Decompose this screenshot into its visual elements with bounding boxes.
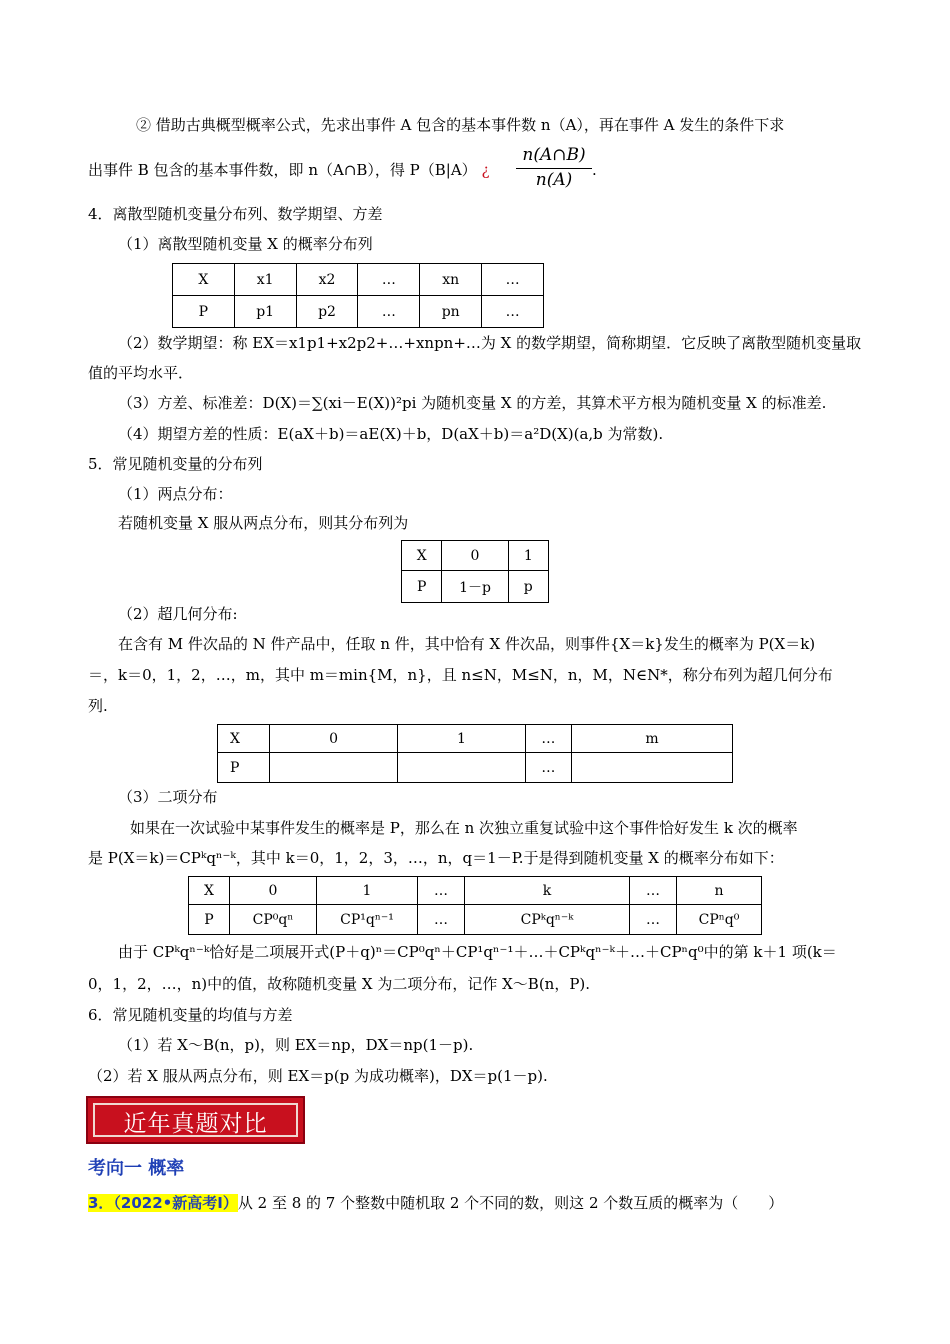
table-cell: m (571, 725, 732, 753)
subheading-5-1: （1）两点分布： (118, 485, 233, 503)
table-cell: … (525, 725, 571, 753)
section-heading: 考向一 概率 (88, 1158, 185, 1179)
table-cell: p1 (234, 296, 296, 328)
table-cell: … (482, 296, 544, 328)
table-cell: P (402, 571, 442, 603)
paragraph-binomial-line4: 0，1，2，…，n)中的值，故称随机变量 X 为二项分布，记作 X～B(n，P). (88, 975, 591, 993)
distribution-table-binomial (188, 876, 762, 935)
table-cell: … (418, 877, 465, 905)
table-cell (571, 753, 732, 783)
distribution-table-hypergeometric (217, 724, 733, 783)
question-3 (88, 1193, 783, 1213)
paragraph-mean-variance-2: （2）若 X 服从两点分布，则 EX＝p(p 为成功概率)，DX＝p(1－p). (88, 1067, 548, 1085)
distribution-table-two-point (401, 540, 549, 603)
heading-5: 5．常见随机变量的分布列 (88, 455, 263, 473)
subheading-5-2: （2）超几何分布: (118, 605, 238, 623)
table-cell: … (630, 905, 677, 935)
table-cell: pn (420, 296, 482, 328)
paragraph-expectation-line1: （2）数学期望：称 EX＝x1p1+x2p2+…+xnpn+…为 X 的数学期望，简称期望．它反映了离散型随机变量取 (118, 334, 862, 352)
question-text: 从 2 至 8 的 7 个整数中随机取 2 个不同的数，则这 2 个数互质的概率为（ ） (237, 1194, 784, 1212)
table-cell: 1 (508, 541, 548, 571)
table-cell: … (525, 753, 571, 783)
table-cell: x2 (296, 264, 358, 296)
heading-6: 6．常见随机变量的均值与方差 (88, 1006, 293, 1024)
table-cell: … (482, 264, 544, 296)
paragraph-hypergeometric-line3: 列. (88, 697, 108, 715)
table-cell: 1 (398, 725, 526, 753)
table-cell: xn (420, 264, 482, 296)
table-cell: X (173, 264, 235, 296)
table-cell: … (358, 296, 420, 328)
heading-4: 4．离散型随机变量分布列、数学期望、方差 (88, 205, 383, 223)
paragraph-two-point: 若随机变量 X 服从两点分布，则其分布列为 (118, 514, 409, 532)
table-cell: P (173, 296, 235, 328)
table-cell: P (189, 905, 230, 935)
table-cell (270, 753, 398, 783)
table-cell: 1 (317, 877, 418, 905)
paragraph-expectation-line2: 值的平均水平． (88, 364, 194, 382)
table-cell: X (402, 541, 442, 571)
table-cell: n (677, 877, 762, 905)
paragraph-hypergeometric-line2: ＝，k＝0，1，2，…，m，其中 m＝min{M，n}，且 n≤N，M≤N，n，M，N∈N*，称分布列为超几何分布 (88, 666, 833, 684)
section-banner (86, 1096, 305, 1144)
fraction-numerator: n(A∩B) (522, 145, 586, 165)
table-cell: p (508, 571, 548, 603)
table-cell: … (630, 877, 677, 905)
glyph-artifact: ¿ (481, 161, 490, 179)
table-cell: x1 (234, 264, 296, 296)
paragraph-binomial-line2: 是 P(X＝k)＝CPᵏqⁿ⁻ᵏ，其中 k＝0，1，2，3，…，n，q＝1－P.于是得到随机变量 X 的概率分布如下： (88, 849, 784, 867)
table-cell (398, 753, 526, 783)
table-cell: k (465, 877, 630, 905)
subheading-5-3: （3）二项分布 (118, 788, 218, 806)
paragraph-mean-variance-1: （1）若 X～B(n，p)，则 EX＝np，DX＝np(1－p). (118, 1036, 474, 1054)
subheading-4-1: （1）离散型随机变量 X 的概率分布列 (118, 235, 373, 253)
paragraph-conditional-prob-line2 (88, 160, 490, 180)
fraction-denominator: n(A) (535, 170, 573, 190)
paragraph-properties: （4）期望方差的性质：E(aX＋b)＝aE(X)＋b，D(aX＋b)＝a²D(X)(a,b 为常数). (118, 425, 664, 443)
table-cell: 0 (442, 541, 508, 571)
fraction-period: . (592, 161, 597, 179)
distribution-table-general (172, 263, 544, 328)
paragraph-variance: （3）方差、标准差：D(X)＝∑(xi－E(X))²pi 为随机变量 X 的方差，其算术平方根为随机变量 X 的标准差. (118, 394, 827, 412)
table-cell: X (189, 877, 230, 905)
paragraph-hypergeometric-line1: 在含有 M 件次品的 N 件产品中，任取 n 件，其中恰有 X 件次品，则事件{X＝k}发生的概率为 P(X＝k) (118, 635, 816, 653)
formula-text: 出事件 B 包含的基本事件数，即 n（A∩B），得 P（B|A） (88, 161, 477, 179)
paragraph-conditional-prob-line1: ② 借助古典概型概率公式，先求出事件 A 包含的基本事件数 n（A），再在事件 A 发生的条件下求 (136, 116, 785, 134)
paragraph-binomial-line1: 如果在一次试验中某事件发生的概率是 P，那么在 n 次独立重复试验中这个事件恰好发生 k 次的概率 (130, 819, 798, 837)
table-cell: 1－p (442, 571, 508, 603)
banner-title: 近年真题对比 (123, 1111, 268, 1137)
question-source-tag: 3．（2022•新高考Ⅰ） (88, 1194, 238, 1212)
table-cell: 0 (230, 877, 317, 905)
table-cell: P (218, 753, 270, 783)
paragraph-binomial-line3: 由于 CPᵏqⁿ⁻ᵏ恰好是二项展开式(P＋q)ⁿ＝CP⁰qⁿ＋CP¹qⁿ⁻¹＋…＋CPᵏqⁿ⁻ᵏ＋…＋CPⁿq⁰中的第 k＋1 项(k＝ (118, 943, 837, 961)
table-cell: CPⁿq⁰ (677, 905, 762, 935)
table-cell: 0 (270, 725, 398, 753)
table-cell: … (418, 905, 465, 935)
table-cell: CP⁰qⁿ (230, 905, 317, 935)
table-cell: … (358, 264, 420, 296)
table-cell: CP¹qⁿ⁻¹ (317, 905, 418, 935)
fraction-bar (516, 168, 592, 169)
table-cell: p2 (296, 296, 358, 328)
table-cell: X (218, 725, 270, 753)
table-cell: CPᵏqⁿ⁻ᵏ (465, 905, 630, 935)
